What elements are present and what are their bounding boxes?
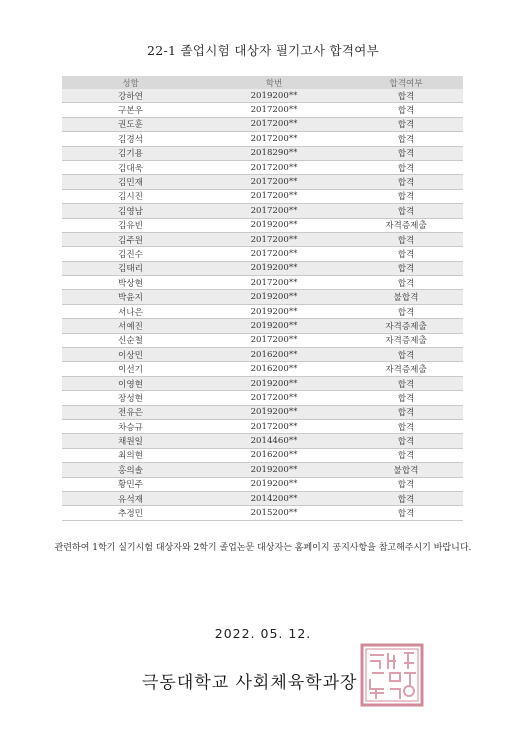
cell-student-id: 2016200** bbox=[199, 348, 349, 362]
table-row bbox=[62, 491, 463, 505]
table-row bbox=[62, 290, 463, 304]
cell-name: 김태리 bbox=[62, 261, 199, 275]
cell-result: 합격 bbox=[349, 491, 463, 505]
cell-student-id: 2019200** bbox=[199, 304, 349, 318]
results-table bbox=[62, 76, 463, 521]
cell-student-id: 2017200** bbox=[199, 391, 349, 405]
table-row bbox=[62, 463, 463, 477]
cell-name: 김대욱 bbox=[62, 160, 199, 174]
cell-student-id: 2017200** bbox=[199, 247, 349, 261]
cell-name: 차승규 bbox=[62, 419, 199, 433]
cell-result: 합격 bbox=[349, 146, 463, 160]
cell-student-id: 2019200** bbox=[199, 463, 349, 477]
cell-result: 합격 bbox=[349, 261, 463, 275]
table-row bbox=[62, 232, 463, 246]
table-row bbox=[62, 477, 463, 491]
cell-result: 합격 bbox=[349, 391, 463, 405]
cell-student-id: 2017200** bbox=[199, 117, 349, 131]
cell-result: 합격 bbox=[349, 132, 463, 146]
cell-name: 김영남 bbox=[62, 204, 199, 218]
table-row bbox=[62, 160, 463, 174]
cell-name: 강하연 bbox=[62, 89, 199, 103]
cell-name: 최의현 bbox=[62, 448, 199, 462]
cell-student-id: 2017200** bbox=[199, 333, 349, 347]
table-row bbox=[62, 348, 463, 362]
table-row bbox=[62, 319, 463, 333]
cell-name: 황민주 bbox=[62, 477, 199, 491]
header-name: 성함 bbox=[62, 76, 199, 89]
table-row bbox=[62, 117, 463, 131]
table-row bbox=[62, 405, 463, 419]
cell-name: 권도훈 bbox=[62, 117, 199, 131]
cell-student-id: 2019200** bbox=[199, 261, 349, 275]
cell-name: 서나은 bbox=[62, 304, 199, 318]
cell-student-id: 2016200** bbox=[199, 448, 349, 462]
table-body bbox=[62, 89, 463, 520]
cell-name: 김시진 bbox=[62, 189, 199, 203]
cell-name: 구본우 bbox=[62, 103, 199, 117]
cell-student-id: 2016200** bbox=[199, 362, 349, 376]
cell-result: 합격 bbox=[349, 103, 463, 117]
table-row bbox=[62, 89, 463, 103]
table-row bbox=[62, 448, 463, 462]
cell-name: 김기용 bbox=[62, 146, 199, 160]
cell-name: 박윤지 bbox=[62, 290, 199, 304]
cell-result: 합격 bbox=[349, 448, 463, 462]
cell-result: 합격 bbox=[349, 506, 463, 520]
cell-result: 합격 bbox=[349, 405, 463, 419]
cell-result: 합격 bbox=[349, 189, 463, 203]
cell-name: 박상현 bbox=[62, 276, 199, 290]
cell-name: 전유은 bbox=[62, 405, 199, 419]
cell-result: 불합격 bbox=[349, 290, 463, 304]
cell-name: 유석재 bbox=[62, 491, 199, 505]
table-row bbox=[62, 247, 463, 261]
table-row bbox=[62, 333, 463, 347]
cell-student-id: 2014200** bbox=[199, 491, 349, 505]
cell-name: 김주원 bbox=[62, 232, 199, 246]
cell-student-id: 2017200** bbox=[199, 189, 349, 203]
cell-result: 자격증제출 bbox=[349, 333, 463, 347]
cell-result: 합격 bbox=[349, 434, 463, 448]
cell-name: 채원일 bbox=[62, 434, 199, 448]
table-row bbox=[62, 204, 463, 218]
cell-student-id: 2017200** bbox=[199, 103, 349, 117]
table-row bbox=[62, 362, 463, 376]
table-row bbox=[62, 276, 463, 290]
cell-name: 장성현 bbox=[62, 391, 199, 405]
cell-student-id: 2017200** bbox=[199, 175, 349, 189]
notice-text: 관련하여 1학기 실기시험 대상자와 2학기 졸업논문 대상자는 홈페이지 공지사항을 참고해주시기 바랍니다. bbox=[54, 543, 472, 553]
cell-result: 합격 bbox=[349, 247, 463, 261]
cell-name: 김경석 bbox=[62, 132, 199, 146]
table-row bbox=[62, 189, 463, 203]
official-seal bbox=[360, 643, 424, 707]
cell-student-id: 2017200** bbox=[199, 204, 349, 218]
cell-name: 홍의솔 bbox=[62, 463, 199, 477]
table-row bbox=[62, 132, 463, 146]
table-row bbox=[62, 218, 463, 232]
cell-result: 자격증제출 bbox=[349, 319, 463, 333]
cell-result: 합격 bbox=[349, 304, 463, 318]
table-row bbox=[62, 506, 463, 520]
cell-result: 합격 bbox=[349, 348, 463, 362]
cell-student-id: 2019200** bbox=[199, 405, 349, 419]
table-header-row bbox=[62, 76, 463, 89]
cell-student-id: 2014460** bbox=[199, 434, 349, 448]
cell-name: 이상민 bbox=[62, 348, 199, 362]
table-row bbox=[62, 419, 463, 433]
cell-name: 추정민 bbox=[62, 506, 199, 520]
cell-name: 김진수 bbox=[62, 247, 199, 261]
table-row bbox=[62, 175, 463, 189]
cell-result: 합격 bbox=[349, 204, 463, 218]
table-row bbox=[62, 146, 463, 160]
cell-student-id: 2017200** bbox=[199, 160, 349, 174]
cell-result: 합격 bbox=[349, 276, 463, 290]
cell-result: 합격 bbox=[349, 117, 463, 131]
cell-result: 합격 bbox=[349, 477, 463, 491]
cell-student-id: 2018290** bbox=[199, 146, 349, 160]
table-row bbox=[62, 103, 463, 117]
organization-name: 극동대학교 사회체육학과장 bbox=[142, 673, 358, 693]
table-row bbox=[62, 261, 463, 275]
table-row bbox=[62, 391, 463, 405]
cell-student-id: 2017200** bbox=[199, 276, 349, 290]
cell-student-id: 2015200** bbox=[199, 506, 349, 520]
cell-result: 자격증제출 bbox=[349, 218, 463, 232]
cell-result: 합격 bbox=[349, 419, 463, 433]
table-row bbox=[62, 304, 463, 318]
cell-name: 이선기 bbox=[62, 362, 199, 376]
cell-name: 김민재 bbox=[62, 175, 199, 189]
table-row bbox=[62, 376, 463, 390]
cell-name: 이영현 bbox=[62, 376, 199, 390]
header-student-id: 학번 bbox=[199, 76, 349, 89]
cell-student-id: 2019200** bbox=[199, 290, 349, 304]
cell-student-id: 2017200** bbox=[199, 419, 349, 433]
cell-name: 신순철 bbox=[62, 333, 199, 347]
cell-result: 합격 bbox=[349, 175, 463, 189]
cell-student-id: 2019200** bbox=[199, 89, 349, 103]
cell-student-id: 2019200** bbox=[199, 218, 349, 232]
cell-student-id: 2017200** bbox=[199, 232, 349, 246]
cell-result: 불합격 bbox=[349, 463, 463, 477]
cell-result: 합격 bbox=[349, 232, 463, 246]
cell-student-id: 2019200** bbox=[199, 376, 349, 390]
cell-result: 합격 bbox=[349, 160, 463, 174]
cell-result: 합격 bbox=[349, 89, 463, 103]
header-result: 합격여부 bbox=[349, 76, 463, 89]
cell-student-id: 2017200** bbox=[199, 132, 349, 146]
cell-name: 서예진 bbox=[62, 319, 199, 333]
document-title: 22-1 졸업시험 대상자 필기고사 합격여부 bbox=[146, 43, 379, 58]
table-row bbox=[62, 434, 463, 448]
cell-name: 김유빈 bbox=[62, 218, 199, 232]
cell-student-id: 2019200** bbox=[199, 319, 349, 333]
cell-result: 합격 bbox=[349, 376, 463, 390]
document-date: 2022. 05. 12. bbox=[214, 626, 312, 641]
cell-student-id: 2019200** bbox=[199, 477, 349, 491]
cell-result: 자격증제출 bbox=[349, 362, 463, 376]
